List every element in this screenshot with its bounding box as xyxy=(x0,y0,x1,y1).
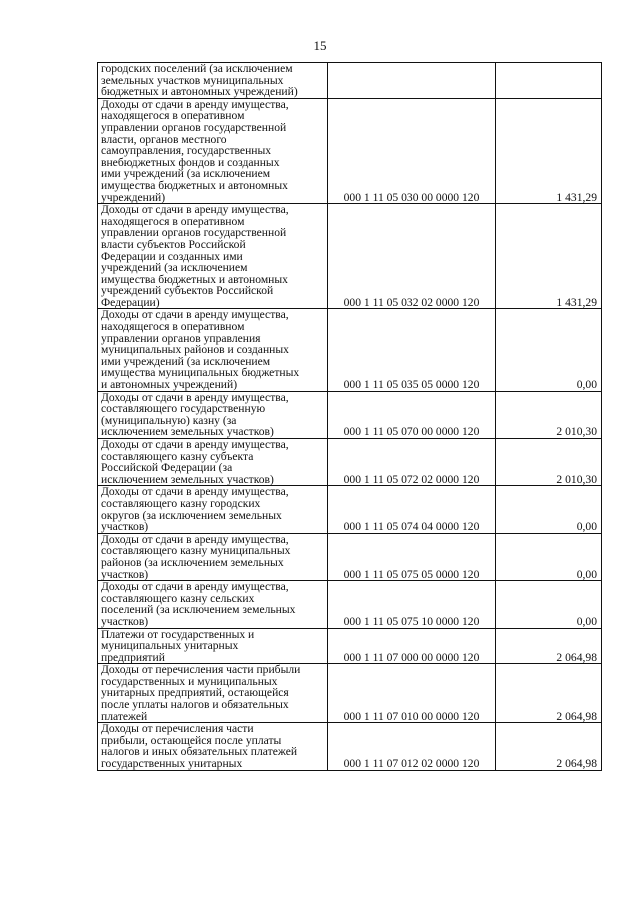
revenue-name-cell: Доходы от сдачи в аренду имущества, составляющего государственную (муниципальную) казну (за исключением земельных участков) xyxy=(98,391,328,438)
table-row xyxy=(98,664,602,723)
revenue-amount-cell: 0,00 xyxy=(496,533,602,580)
revenue-code-cell: 000 1 11 05 032 02 0000 120 xyxy=(328,204,496,309)
revenue-name-cell: Доходы от перечисления части прибыли, остающейся после уплаты налогов и иных обязательных платежей государственных унитарных xyxy=(98,723,328,770)
revenue-amount-cell xyxy=(496,63,602,99)
revenue-name-cell: Доходы от перечисления части прибыли государственных и муниципальных унитарных предприятий, остающейся после уплаты налогов и обязательных платежей xyxy=(98,664,328,723)
revenue-name-cell: Доходы от сдачи в аренду имущества, составляющего казну муниципальных районов (за исключением земельных участков) xyxy=(98,533,328,580)
budget-revenue-table xyxy=(97,62,602,771)
table-row xyxy=(98,391,602,438)
revenue-code-cell: 000 1 11 05 070 00 0000 120 xyxy=(328,391,496,438)
revenue-name-cell: Доходы от сдачи в аренду имущества, составляющего казну сельских поселений (за исключением земельных участков) xyxy=(98,581,328,628)
table-row xyxy=(98,533,602,580)
revenue-amount-cell: 2 010,30 xyxy=(496,439,602,486)
revenue-amount-cell: 0,00 xyxy=(496,581,602,628)
revenue-amount-cell: 2 064,98 xyxy=(496,628,602,664)
table-row xyxy=(98,63,602,99)
revenue-amount-cell: 2 010,30 xyxy=(496,391,602,438)
revenue-name-cell: Доходы от сдачи в аренду имущества, составляющего казну субъекта Российской Федерации (за исключением земельных участков) xyxy=(98,439,328,486)
revenue-code-cell: 000 1 11 07 010 00 0000 120 xyxy=(328,664,496,723)
revenue-code-cell: 000 1 11 07 000 00 0000 120 xyxy=(328,628,496,664)
table-row xyxy=(98,628,602,664)
revenue-name-cell: Доходы от сдачи в аренду имущества, находящегося в оперативном управлении органов управления муниципальных районов и созданных ими учреждений (за исключением имущества муниципальных бюджетных и автономных учреждений) xyxy=(98,309,328,391)
revenue-amount-cell: 2 064,98 xyxy=(496,664,602,723)
table-row xyxy=(98,439,602,486)
table-row xyxy=(98,98,602,203)
revenue-name-cell: Доходы от сдачи в аренду имущества, находящегося в оперативном управлении органов государственной власти, органов местного самоуправления, государственных внебюджетных фондов и созданных ими учреждений (за исключением имущества бюджетных и автономных учреждений) xyxy=(98,98,328,203)
revenue-amount-cell: 0,00 xyxy=(496,486,602,533)
revenue-name-cell: Доходы от сдачи в аренду имущества, составляющего казну городских округов (за исключением земельных участков) xyxy=(98,486,328,533)
revenue-code-cell: 000 1 11 07 012 02 0000 120 xyxy=(328,723,496,770)
revenue-name-cell: городских поселений (за исключением земельных участков муниципальных бюджетных и автономных учреждений) xyxy=(98,63,328,99)
table-row xyxy=(98,309,602,391)
revenue-amount-cell: 1 431,29 xyxy=(496,204,602,309)
revenue-code-cell: 000 1 11 05 030 00 0000 120 xyxy=(328,98,496,203)
table-row xyxy=(98,723,602,770)
revenue-code-cell: 000 1 11 05 074 04 0000 120 xyxy=(328,486,496,533)
revenue-code-cell: 000 1 11 05 075 05 0000 120 xyxy=(328,533,496,580)
revenue-code-cell: 000 1 11 05 072 02 0000 120 xyxy=(328,439,496,486)
table-row xyxy=(98,581,602,628)
revenue-code-cell xyxy=(328,63,496,99)
revenue-amount-cell: 1 431,29 xyxy=(496,98,602,203)
revenue-amount-cell: 0,00 xyxy=(496,309,602,391)
page-number: 15 xyxy=(313,38,327,53)
revenue-name-cell: Платежи от государственных и муниципальных унитарных предприятий xyxy=(98,628,328,664)
revenue-name-cell: Доходы от сдачи в аренду имущества, находящегося в оперативном управлении органов государственной власти субъектов Российской Федерации и созданных ими учреждений (за исключением имущества бюджетных и автономных учреждений субъектов Российской Федерации) xyxy=(98,204,328,309)
table-row xyxy=(98,486,602,533)
revenue-code-cell: 000 1 11 05 035 05 0000 120 xyxy=(328,309,496,391)
revenue-amount-cell: 2 064,98 xyxy=(496,723,602,770)
revenue-code-cell: 000 1 11 05 075 10 0000 120 xyxy=(328,581,496,628)
table-row xyxy=(98,204,602,309)
